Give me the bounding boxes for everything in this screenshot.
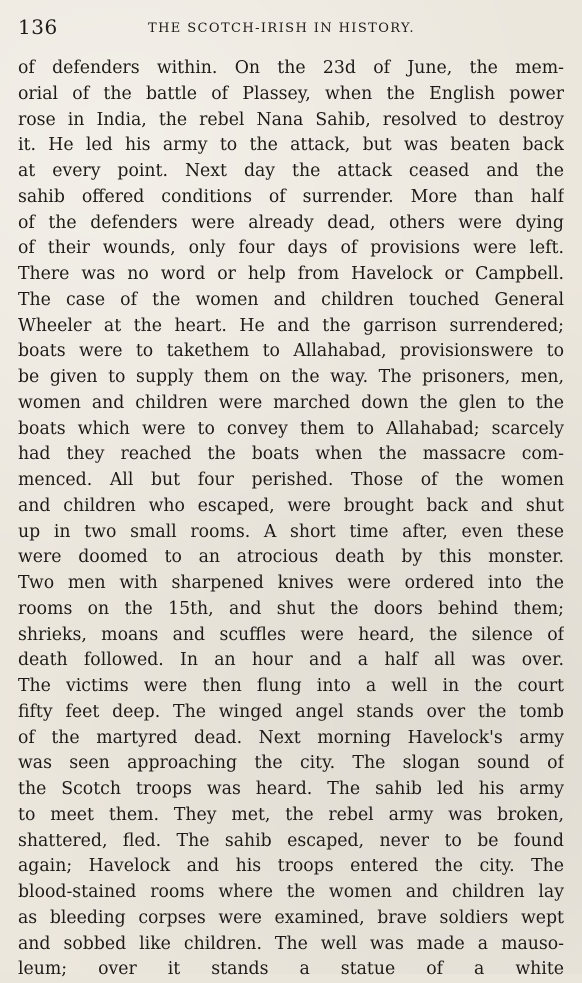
text-line: be given to supply them on the way. The prisoners, men, <box>18 367 564 387</box>
text-line: Two men with sharpened knives were ordered into the <box>18 573 564 593</box>
text-line: were doomed to an atrocious death by this monster. <box>18 547 564 568</box>
text-line: women and children were marched down the glen to the <box>18 392 564 413</box>
text-line: shrieks, moans and scuffles were heard, the silence of <box>18 624 564 645</box>
text-line: to meet them. They met, the rebel army was broken, <box>18 804 564 825</box>
text-line: again; Havelock and his troops entered the city. The <box>18 856 564 877</box>
text-line: death followed. In an hour and a half all was over. <box>18 650 564 671</box>
text-line: of the defenders were already dead, others were dying <box>18 212 564 233</box>
text-line: The case of the women and children touched General <box>18 289 564 310</box>
text-line: of defenders within. On the 23d of June, the mem- <box>18 58 564 78</box>
text-line: the Scotch troops was heard. The sahib led his army <box>18 779 564 799</box>
text-line: boats which were to convey them to Allahabad; scarcely <box>18 418 564 439</box>
text-line: fifty feet deep. The winged angel stands over the tomb <box>18 701 564 722</box>
text-line: rooms on the 15th, and shut the doors behind them; <box>18 598 564 619</box>
text-line: it. He led his army to the attack, but was beaten back <box>18 135 564 156</box>
text-line: and children who escaped, were brought back and shut <box>18 495 564 516</box>
text-line: sahib offered conditions of surrender. More than half <box>18 186 564 207</box>
text-line: blood-stained rooms where the women and children lay <box>18 882 564 902</box>
text-line: of their wounds, only four days of provisions were left. <box>18 238 564 259</box>
page-number: 136 <box>18 15 58 39</box>
text-line: had they reached the boats when the massacre com- <box>18 444 564 465</box>
text-line: at every point. Next day the attack ceased and the <box>18 161 564 181</box>
body-text <box>18 56 564 983</box>
text-line: There was no word or help from Havelock or Campbell. <box>18 264 564 284</box>
text-line: and sobbed like children. The well was made a mauso- <box>18 933 564 954</box>
text-line: rose in India, the rebel Nana Sahib, resolved to destroy <box>18 109 564 130</box>
text-line: shattered, fled. The sahib escaped, never to be found <box>18 830 564 851</box>
text-line: up in two small rooms. A short time after, even these <box>18 521 564 542</box>
page-header <box>18 12 564 42</box>
text-line: leum; over it stands a statue of a white <box>18 959 564 980</box>
text-line: menced. All but four perished. Those of the women <box>18 470 564 490</box>
running-head: THE SCOTCH-IRISH IN HISTORY. <box>148 21 415 36</box>
text-line: was seen approaching the city. The slogan sound of <box>18 753 564 774</box>
text-line: boats were to takethem to Allahabad, provisionswere to <box>18 341 564 362</box>
text-line: of the martyred dead. Next morning Havelock's army <box>18 727 564 748</box>
text-line: The victims were then flung into a well in the court <box>18 676 564 696</box>
text-line: as bleeding corpses were examined, brave soldiers wept <box>18 907 564 928</box>
text-line: orial of the battle of Plassey, when the English power <box>18 83 564 104</box>
text-line: Wheeler at the heart. He and the garrison surrendered; <box>18 315 564 336</box>
